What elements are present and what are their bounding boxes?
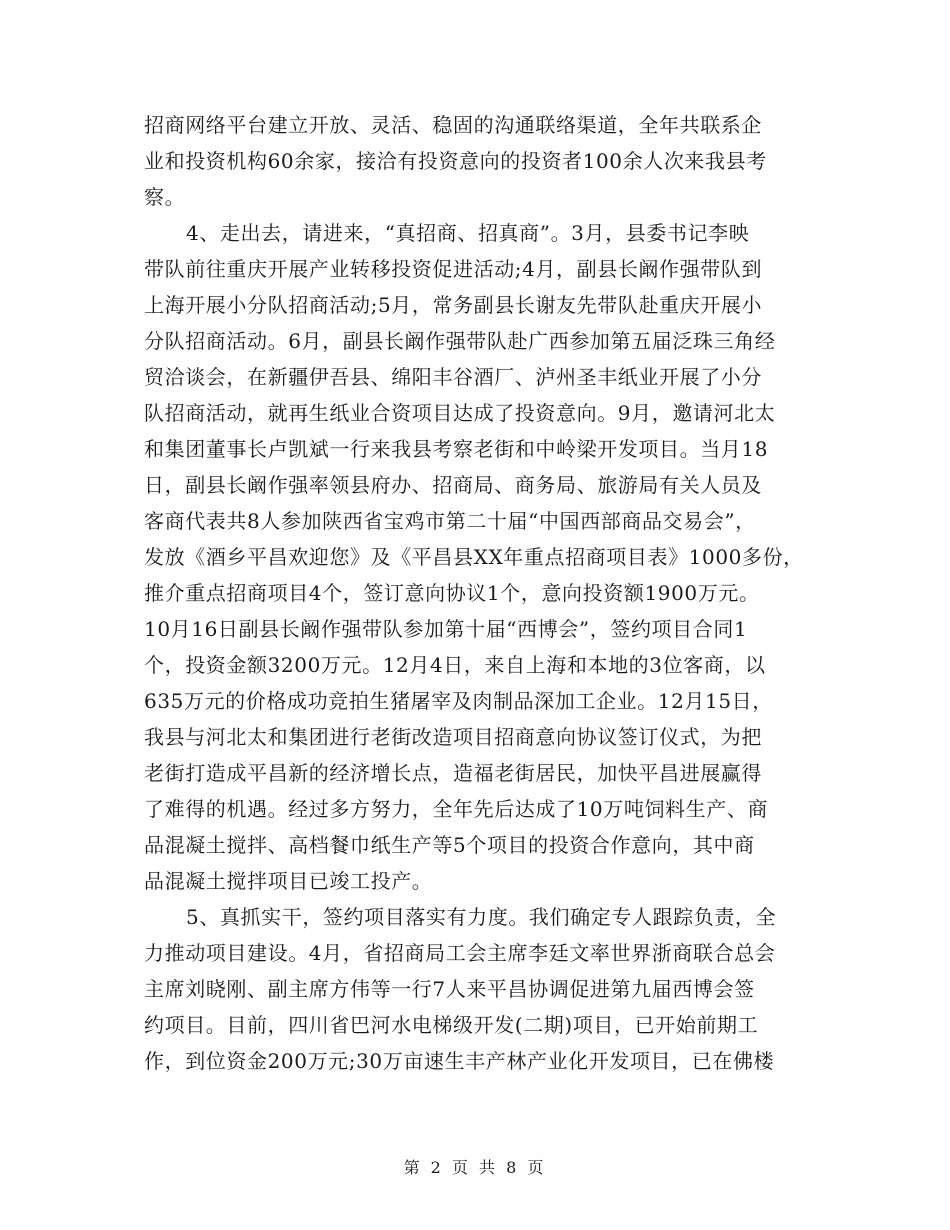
text-line: 业和投资机构60余家，接洽有投资意向的投资者100余人次来我县考 xyxy=(144,149,767,173)
text-line: 上海开展小分队招商活动;5月，常务副县长谢友先带队赴重庆开展小 xyxy=(144,293,763,317)
text-line: 635万元的价格成功竞拍生猪屠宰及肉制品深加工企业。12月15日， xyxy=(144,689,773,713)
text-line: 10月16日副县长阚作强带队参加第十届“西博会”，签约项目合同1 xyxy=(144,617,748,641)
text-line: 日，副县长阚作强率领县府办、招商局、商务局、旅游局有关人员及 xyxy=(144,473,762,497)
text-line: 带队前往重庆开展产业转移投资促进活动;4月，副县长阚作强带队到 xyxy=(144,257,763,281)
text-line: 品混凝土搅拌、高档餐巾纸生产等5个项目的投资合作意向，其中商 xyxy=(144,833,755,857)
text-line: 推介重点招商项目4个，签订意向协议1个，意向投资额1900万元。 xyxy=(144,581,760,605)
text-line: 和集团董事长卢凯斌一行来我县考察老街和中岭梁开发项目。当月18 xyxy=(144,437,769,461)
paragraph-start-line: 4、走出去，请进来，“真招商、招真商”。3月，县委书记李映 xyxy=(186,221,750,245)
text-line: 力推动项目建设。4月，省招商局工会主席李廷文率世界浙商联合总会 xyxy=(144,941,776,965)
text-line: 个，投资金额3200万元。12月4日，来自上海和本地的3位客商，以 xyxy=(144,653,766,677)
text-line: 品混凝土搅拌项目已竣工投产。 xyxy=(144,869,433,893)
text-line: 分队招商活动。6月，副县长阚作强带队赴广西参加第五届泛珠三角经 xyxy=(144,329,776,353)
text-line: 老街打造成平昌新的经济增长点，造福老街居民，加快平昌进展赢得 xyxy=(144,761,762,785)
text-line: 我县与河北太和集团进行老街改造项目招商意向协议签订仪式，为把 xyxy=(144,725,762,749)
text-line: 贸洽谈会，在新疆伊吾县、绵阳丰谷酒厂、泸州圣丰纸业开展了小分 xyxy=(144,365,762,389)
text-line: 察。 xyxy=(144,185,186,209)
text-line: 约项目。目前，四川省巴河水电梯级开发(二期)项目，已开始前期工 xyxy=(144,1013,759,1037)
page-number-footer: 第 2 页 共 8 页 xyxy=(403,1158,547,1177)
document-body xyxy=(144,107,820,1079)
text-line: 队招商活动，就再生纸业合资项目达成了投资意向。9月，邀请河北太 xyxy=(144,401,776,425)
text-line: 客商代表共8人参加陕西省宝鸡市第二十届“中国西部商品交易会”， xyxy=(144,509,756,533)
text-line: 作，到位资金200万元;30万亩速生丰产林产业化开发项目，已在佛楼 xyxy=(144,1049,775,1073)
text-line: 发放《酒乡平昌欢迎您》及《平昌县XX年重点招商项目表》1000多份， xyxy=(144,545,804,569)
text-line: 主席刘晓刚、副主席方伟等一行7人来平昌协调促进第九届西博会签 xyxy=(144,977,755,1001)
text-line: 招商网络平台建立开放、灵活、稳固的沟通联络渠道，全年共联系企 xyxy=(144,113,762,137)
paragraph-start-line: 5、真抓实干，签约项目落实有力度。我们确定专人跟踪负责，全 xyxy=(186,905,777,929)
text-line: 了难得的机遇。经过多方努力，全年先后达成了10万吨饲料生产、商 xyxy=(144,797,769,821)
